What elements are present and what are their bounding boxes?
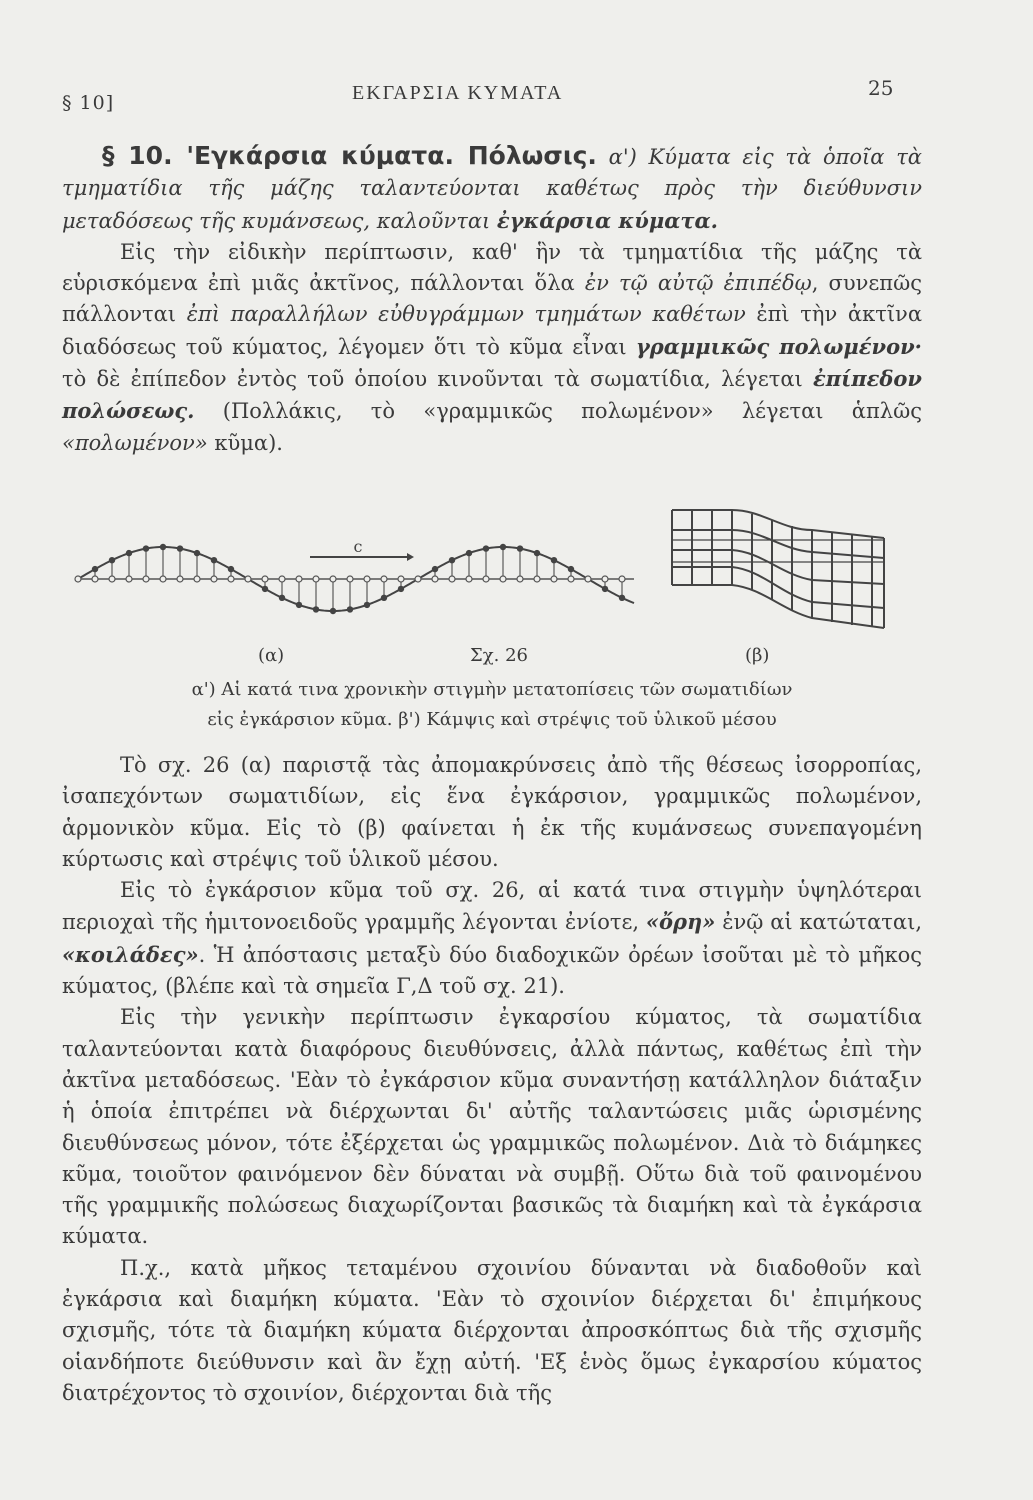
equilibrium-dot [109, 576, 115, 582]
page-number: 25 [868, 76, 894, 100]
equilibrium-dot [517, 576, 523, 582]
figure-caption [62, 675, 922, 735]
particle-dot [534, 550, 540, 556]
paragraph-general-case: Εἰς τὴν γενικὴν περίπτωσιν ἐγκαρσίου κύματος, τὰ σωματίδια ταλαντεύονται κατὰ διαφόρους διευθύνσεις, ἀλλὰ πάντως, καθέτως ἐπὶ τὴν ἀκτῖνα μεταδόσεως. 'Εὰν τὸ ἐγκάρσιον κῦμα συναντήσῃ κατάλληλον διάταξιν ἡ ὁποία ἐπιτρέπει νὰ διέρχωνται δι' αὐτῆς ταλαντώσεις μιᾶς ὡρισμένης διευθύνσεως μόνον, τότε ἐξέρχεται ὡς γραμμικῶς πολωμένον. Διὰ τὸ διάμηκες κῦμα, τοιοῦτον φαινόμενον δὲν δύναται νὰ συμβῇ. Οὕτω διὰ τοῦ φαινομένου τῆς γραμμικῆς πολώσεως διαχωρίζονται βασικῶς τὰ διαμήκη καὶ τὰ ἐγκάρσια κύματα. [62, 1005, 922, 1249]
section-title: § 10. 'Εγκάρσια κύματα. Πόλωσις. [102, 141, 597, 170]
particle-dot [398, 586, 404, 592]
term-troughs: «κοιλάδες» [62, 941, 199, 967]
equilibrium-dot [279, 576, 285, 582]
equilibrium-dot [245, 576, 251, 582]
equilibrium-dot [381, 576, 387, 582]
particle-dot [228, 566, 234, 572]
equilibrium-dot [262, 576, 268, 582]
figure-label-b: (β) [745, 645, 770, 666]
particle-dot [177, 545, 183, 551]
equilibrium-dot [568, 576, 574, 582]
term-plane-of-polarization: ἐπίπεδον πολώσεως. [62, 366, 922, 424]
particle-dot [381, 595, 387, 601]
particle-dot [602, 586, 608, 592]
equilibrium-dot [500, 576, 506, 582]
intro-lead: α') Κύματα εἰς τὰ ὁποῖα τὰ τμηματίδια τῆς μάζης ταλαντεύονται καθέτως πρὸς τὴν διεύθυνσιν μεταδόσεως τῆς κυμάνσεως, καλοῦνται [62, 145, 922, 233]
paragraph-crests-troughs [62, 875, 922, 1002]
header-section-ref: § 10] [62, 92, 115, 114]
particle-dot [347, 606, 353, 612]
p2-text-2: , συνεπῶς πάλλονται [62, 271, 922, 327]
equilibrium-dot [415, 576, 421, 582]
particle-dot [330, 608, 336, 614]
paragraph-rope-example: Π.χ., κατὰ μῆκος τεταμένου σχοινίου δύνανται νὰ διαδοθοῦν καὶ ἐγκάρσια καὶ διαμήκη κύματα. 'Εὰν τὸ σχοινίον διέρχεται δι' ἐπιμήκους σχισμῆς, τότε τὰ διαμήκη κύματα διέρχονται ἀπροσκόπτως διὰ τῆς σχισμῆς οἱανδήποτε διεύθυνσιν καὶ ἂν ἔχῃ αὐτή. 'Εξ ἑνὸς ὅμως ἐγκαρσίου κύματος διατρέχοντος τὸ σχοινίον, διέρχονται διὰ τῆς [62, 1255, 922, 1405]
p4-text-1: Εἰς τὸ ἐγκάρσιον κῦμα τοῦ σχ. 26, αἱ κατά τινα στιγμὴν ὑψηλότεραι περιοχαὶ τῆς ἡμιτονοειδοῦς γραμμῆς λέγονται ἐνίοτε, [62, 878, 922, 935]
p2-text-3: ἐπὶ τὴν ἀκτῖνα διαδόσεως τοῦ κύματος, λέγομεν ὅτι τὸ κῦμα εἶναι [62, 302, 922, 359]
figure-label-a: (α) [258, 645, 285, 666]
text-block-bottom [62, 750, 922, 1409]
p2-text-4: τὸ δὲ ἐπίπεδον ἐντὸς τοῦ ὁποίου κινοῦνται τὰ σωματίδια, λέγεται [62, 367, 813, 392]
equilibrium-dot [211, 576, 217, 582]
particle-dot [517, 545, 523, 551]
arrow-head [407, 553, 414, 561]
equilibrium-dot [177, 576, 183, 582]
p4-text-3: . Ἡ ἀπόστασις μεταξὺ δύο διαδοχικῶν ὀρέων ἰσοῦται μὲ τὸ μῆκος κύματος, (βλέπε καὶ τὰ σημεῖα Γ,Δ τοῦ σχ. 21). [62, 942, 922, 999]
equilibrium-dot [75, 576, 81, 582]
particle-dot [432, 566, 438, 572]
particle-dot [568, 566, 574, 572]
equilibrium-dot [585, 576, 591, 582]
particle-dot [279, 595, 285, 601]
equilibrium-dot [313, 576, 319, 582]
particle-dot [483, 545, 489, 551]
particle-dot [262, 586, 268, 592]
equilibrium-dot [92, 576, 98, 582]
equilibrium-dot [466, 576, 472, 582]
caption-line-2: εἰς ἐγκάρσιον κῦμα. β') Κάμψις καὶ στρέψις τοῦ ὑλικοῦ μέσου [207, 709, 777, 730]
text-block-top [62, 140, 922, 459]
equilibrium-dot [364, 576, 370, 582]
particle-dot [313, 606, 319, 612]
equilibrium-dot [534, 576, 540, 582]
equilibrium-dot [449, 576, 455, 582]
equilibrium-dot [483, 576, 489, 582]
p4-text-2: ἐνῷ αἱ κατώταται, [715, 910, 922, 935]
equilibrium-dot [194, 576, 200, 582]
particle-dot [211, 557, 217, 563]
paragraph-figure-description: Τὸ σχ. 26 (α) παριστᾷ τὰς ἀπομακρύνσεις ἀπὸ τῆς θέσεως ἰσορροπίας, ἰσαπεχόντων σωματιδίων, εἰς ἕνα ἐγκάρσιον, γραμμικῶς πολωμένον, ἁρμονικὸν κῦμα. Εἰς τὸ (β) φαίνεται ἡ ἐκ τῆς κυμάνσεως συνεπαγομένη κύρτωσις καὶ στρέψις τοῦ ὑλικοῦ μέσου. [62, 753, 922, 871]
paragraph-polarization-definition [62, 237, 922, 459]
equilibrium-dot [347, 576, 353, 582]
particle-dot [296, 602, 302, 608]
p2-italic-3: «πολωμένον» [62, 430, 208, 455]
particle-dot [449, 557, 455, 563]
term-linearly-polarized: γραμμικῶς πολωμένον· [635, 333, 922, 359]
running-title: ΕΚΓΑΡΣΙΑ ΚΥΜΑΤΑ [352, 82, 564, 104]
arrow-label-c: c [353, 537, 363, 556]
section-intro-paragraph [62, 140, 922, 237]
equilibrium-dot [228, 576, 234, 582]
particle-dot [619, 595, 625, 601]
caption-line-1: α') Αἱ κατά τινα χρονικὴν στιγμὴν μετατοπίσεις τῶν σωματιδίων [191, 679, 793, 700]
particle-dot [551, 557, 557, 563]
equilibrium-dot [619, 576, 625, 582]
particle-dot [194, 550, 200, 556]
equilibrium-dot [143, 576, 149, 582]
figure-26 [62, 500, 942, 650]
equilibrium-dot [398, 576, 404, 582]
p2-italic-1: ἐν τῷ αὐτῷ ἐπιπέδῳ [584, 271, 812, 296]
particle-dot [143, 545, 149, 551]
equilibrium-dot [296, 576, 302, 582]
medium-deformation-figure-b [672, 510, 884, 628]
equilibrium-dot [602, 576, 608, 582]
term-crests: «ὄρη» [645, 909, 716, 935]
particle-dot [109, 557, 115, 563]
particle-dot [126, 550, 132, 556]
particle-dot [500, 544, 506, 550]
particle-dot [160, 544, 166, 550]
equilibrium-dot [160, 576, 166, 582]
p2-text-6: κῦμα). [207, 430, 283, 455]
p2-italic-2: ἐπὶ παραλλήλων εὐθυγράμμων τμημάτων καθέτων [186, 302, 746, 327]
equilibrium-dot [126, 576, 132, 582]
transverse-wave-figure-a [75, 537, 634, 614]
p2-text-5: (Πολλάκις, τὸ «γραμμικῶς πολωμένον» λέγεται ἁπλῶς [194, 399, 922, 424]
particle-dot [92, 566, 98, 572]
equilibrium-dot [330, 576, 336, 582]
figure-number: Σχ. 26 [470, 645, 528, 666]
particle-dot [466, 550, 472, 556]
intro-term: ἐγκάρσια κύματα. [496, 207, 718, 233]
particle-dot [364, 602, 370, 608]
equilibrium-dot [551, 576, 557, 582]
p2-text-1: Εἰς τὴν εἰδικὴν περίπτωσιν, καθ' ἣν τὰ τμηματίδια τῆς μάζης τὰ εὑρισκόμενα ἐπὶ μιᾶς ἀκτῖνος, πάλλονται ὅλα [62, 239, 922, 296]
equilibrium-dot [432, 576, 438, 582]
